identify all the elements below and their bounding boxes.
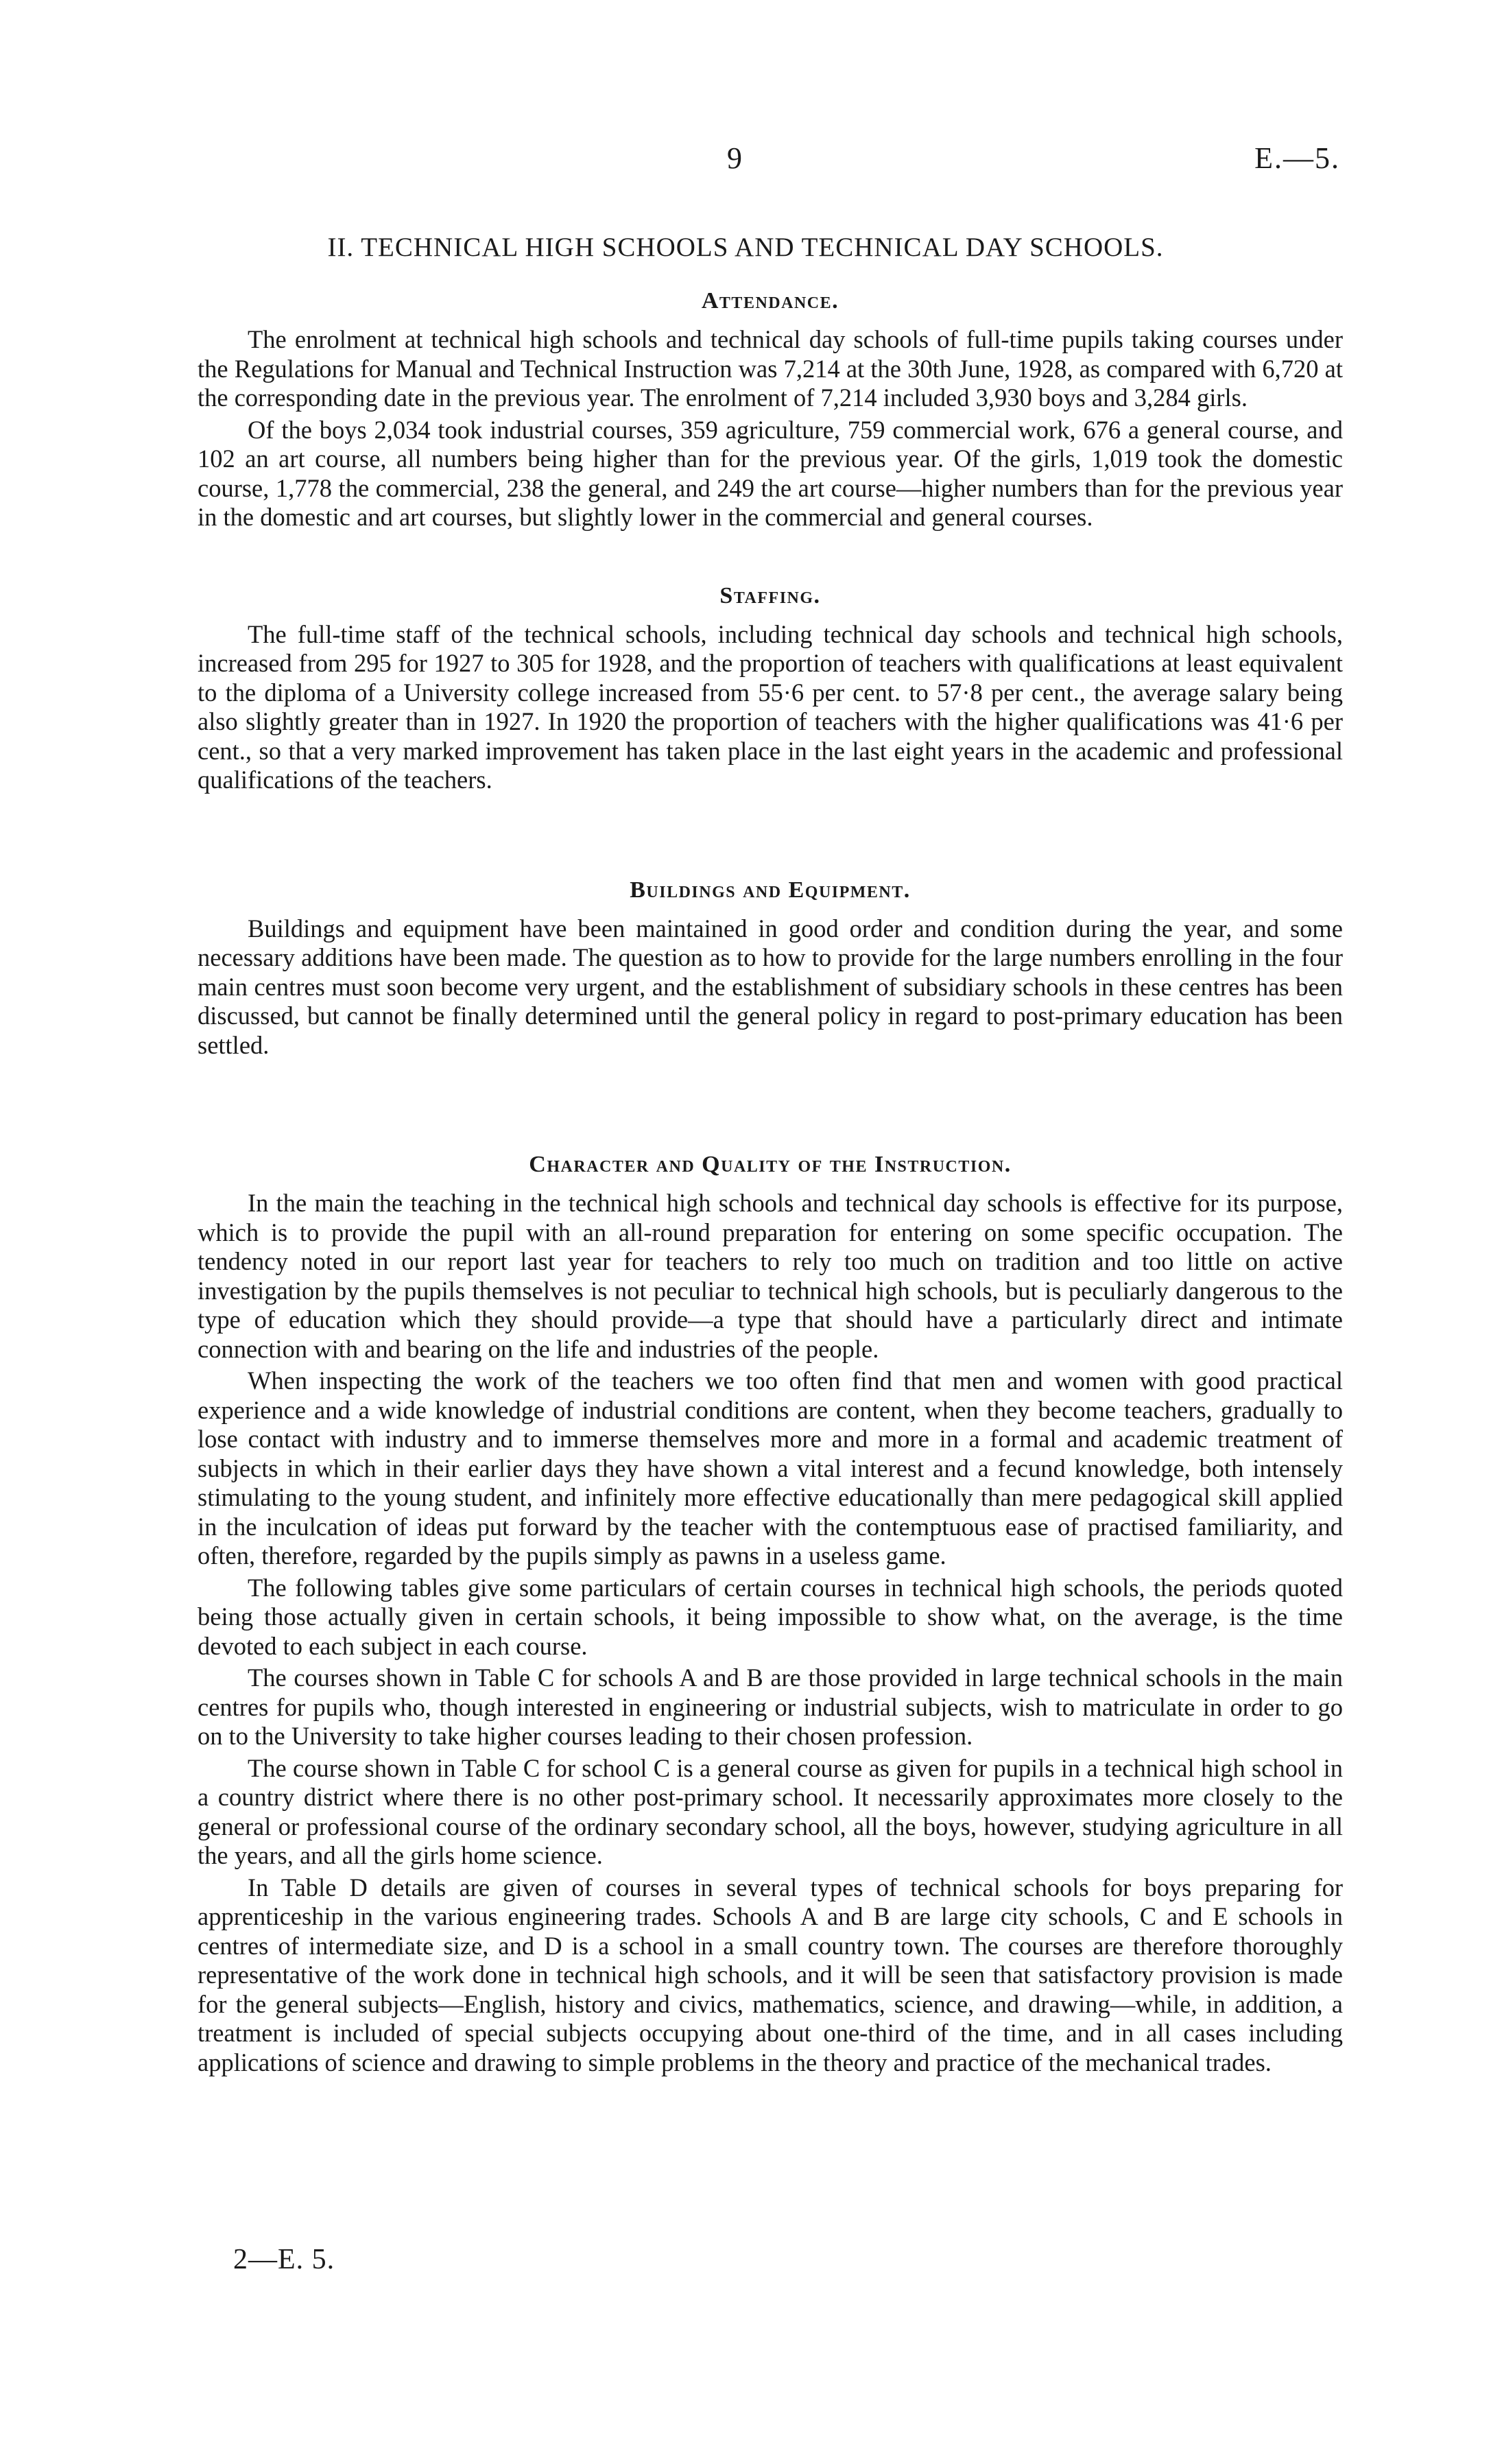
paragraph: Of the boys 2,034 took industrial courses, 359 agriculture, 759 commercial work, 676 a general course, and 102 an art course, all numbers being higher than for the previous year. Of the girls, 1,019 took the domestic course, 1,778 the commercial, 238 the general, and 249 the art course—higher numbers than for the previous year in the domestic and art courses, but slightly lower in the commercial and general courses. bbox=[198, 415, 1343, 531]
section-buildings-equipment bbox=[198, 876, 1343, 1061]
paragraph: When inspecting the work of the teachers we too often find that men and women with good practical experience and a wide knowledge of industrial conditions are content, when they become teachers, gradually to lose contact with industry and to immerse themselves more and more in a formal and academic treatment of subjects in which in their earlier days they have shown a vital interest and a fecund knowledge, both intensely stimulating to the young student, and infinitely more effective educationally than mere pedagogical skill applied in the inculcation of ideas put forward by the teacher with the contemptuous ease of practised familiarity, and often, therefore, regarded by the pupils simply as pawns in a useless game. bbox=[198, 1366, 1343, 1569]
section-character-quality bbox=[198, 1150, 1343, 2077]
section-heading: Buildings and Equipment. bbox=[630, 877, 911, 903]
paragraph: The following tables give some particulars of certain courses in technical high schools, the periods quoted being those actually given in certain schools, it being impossible to show what, on the average, is the time devoted to each subject in each course. bbox=[198, 1573, 1343, 1660]
paragraph: In Table D details are given of courses in several types of technical schools for boys preparing for apprenticeship in the various engineering trades. Schools A and B are large city schools, C and E schools in centres of intermediate size, and D is a school in a small country town. The courses are therefore thoroughly representative of the work done in technical high schools, and it will be seen that satisfactory provision is made for the general subjects—English, history and civics, mathematics, science, and drawing—while, in addition, a treatment is included of special subjects occupying about one-third of the time, and in all cases including applications of science and drawing to simple problems in the theory and practice of the mechanical trades. bbox=[198, 1873, 1343, 2076]
paragraph: In the main the teaching in the technical high schools and technical day schools is effective for its purpose, which is to provide the pupil with an all-round preparation for entering on some specific occupation. The tendency noted in our report last year for teachers to rely too much on tradition and too little on active investigation by the pupils themselves is not peculiar to technical high schools, but is peculiarly dangerous to the type of education which they should provide—a type that should have a particularly direct and intimate connection with and bearing on the life and industries of the people. bbox=[198, 1189, 1343, 1363]
paragraph: The course shown in Table C for school C is a general course as given for pupils in a technical high school in a country district where there is no other post-primary school. It necessarily approximates more closely to the general or professional course of the ordinary secondary school, all the boys, however, studying agriculture in all the years, and all the girls home science. bbox=[198, 1753, 1343, 1869]
section-staffing bbox=[198, 582, 1343, 795]
paragraph: The enrolment at technical high schools and technical day schools of full-time pupils taking courses under the Regulations for Manual and Technical Instruction was 7,214 at the 30th June, 1928, as compared with 6,720 at the corresponding date in the previous year. The enrolment of 7,214 included 3,930 boys and 3,284 girls. bbox=[198, 325, 1343, 412]
signature-mark: 2—E. 5. bbox=[233, 2244, 335, 2275]
section-heading: Character and Quality of the Instruction. bbox=[529, 1152, 1012, 1177]
section-attendance bbox=[198, 287, 1343, 532]
section-heading: Attendance. bbox=[701, 288, 839, 313]
paragraph: The courses shown in Table C for schools A and B are those provided in large technical schools in the main centres for pupils who, though interested in engineering or industrial subjects, wish to matriculate in order to go on to the University to take higher courses leading to their chosen profession. bbox=[198, 1663, 1343, 1750]
document-body bbox=[198, 287, 1343, 2080]
section-heading: Staffing. bbox=[719, 582, 821, 608]
paragraph: Buildings and equipment have been maintained in good order and condition during the year, and some necessary additions have been made. The question as to how to provide for the large numbers enrolling in the four main centres must soon become very urgent, and the establishment of subsidiary schools in these centres has been discussed, but cannot be finally determined until the general policy in regard to post-primary education has been settled. bbox=[198, 914, 1343, 1059]
paragraph: The full-time staff of the technical schools, including technical day schools and technical high schools, increased from 295 for 1927 to 305 for 1928, and the proportion of teachers with qualifications at least equivalent to the diploma of a University college increased from 55·6 per cent. to 57·8 per cent., the average salary being also slightly greater than in 1927. In 1920 the proportion of teachers with the higher qualifications was 41·6 per cent., so that a very marked improvement has taken place in the last eight years in the academic and professional qualifications of the teachers. bbox=[198, 619, 1343, 794]
document-reference: E.—5. bbox=[1254, 141, 1340, 175]
page-title: II. TECHNICAL HIGH SCHOOLS AND TECHNICAL DAY SCHOOLS. bbox=[327, 233, 1164, 262]
page-number: 9 bbox=[727, 141, 742, 175]
